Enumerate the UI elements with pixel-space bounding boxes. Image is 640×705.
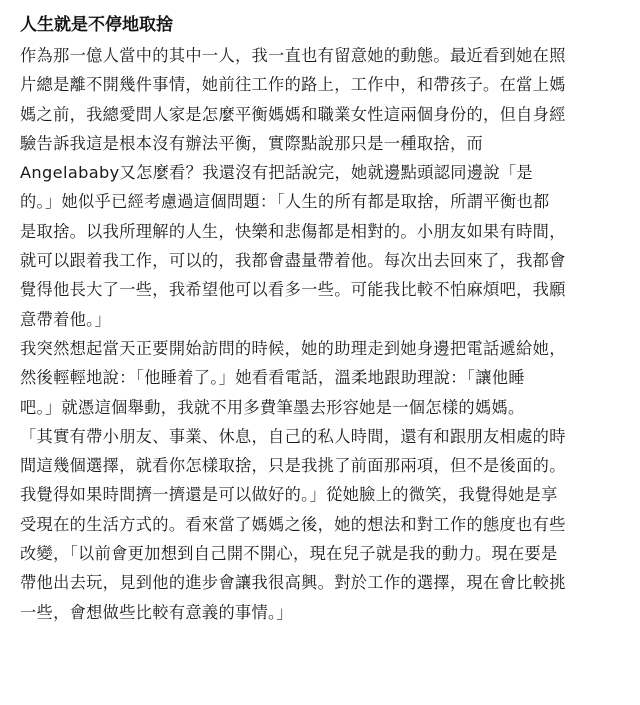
paragraph-3	[20, 422, 626, 627]
paragraph-line: 間這幾個選擇，就看你怎樣取捨，只是我挑了前面那兩項，但不是後面的。	[20, 456, 566, 476]
article	[20, 12, 626, 627]
paragraph-line: 片總是離不開幾件事情，她前往工作的路上，工作中，和帶孩子。在當上媽	[20, 75, 566, 95]
paragraph-line: 媽之前，我總愛問人家是怎麼平衡媽媽和職業女性這兩個身份的，但自身經	[20, 104, 566, 124]
paragraph-line: 就可以跟着我工作，可以的，我都會盡量帶着他。每次出去回來了，我都會	[20, 251, 566, 271]
paragraph-line: Angelababy又怎麼看？我還沒有把話說完，她就邊點頭認同邊說「是	[20, 163, 533, 183]
paragraph-line: 意帶着他。」	[20, 309, 112, 329]
paragraph-line: 帶他出去玩，見到他的進步會讓我很高興。對於工作的選擇，現在會比較挑	[20, 573, 566, 593]
paragraph-line: 覺得他長大了一些，我希望他可以看多一些。可能我比較不怕麻煩吧，我願	[20, 280, 566, 300]
paragraph-line: 改變，「以前會更加想到自己開不開心，現在兒子就是我的動力。現在要是	[20, 544, 558, 564]
paragraph-line: 我突然想起當天正要開始訪問的時候，她的助理走到她身邊把電話遞給她，	[20, 338, 566, 358]
paragraph-2	[20, 334, 626, 422]
paragraph-line: 然後輕輕地說：「他睡着了。」她看看電話，溫柔地跟助理說：「讓他睡	[20, 368, 525, 388]
paragraph-line: 「其實有帶小朋友、事業、休息，自己的私人時間，還有和跟朋友相處的時	[20, 426, 566, 446]
article-title: 人生就是不停地取捨	[20, 15, 173, 35]
paragraph-line: 受現在的生活方式的。看來當了媽媽之後，她的想法和對工作的態度也有些	[20, 514, 566, 534]
paragraph-line: 吧。」就憑這個舉動，我就不用多費筆墨去形容她是一個怎樣的媽媽。	[20, 397, 525, 417]
paragraph-line: 的。」她似乎已經考慮過這個問題：「人生的所有都是取捨，所謂平衡也都	[20, 192, 550, 212]
paragraph-1	[20, 41, 626, 334]
paragraph-line: 是取捨。以我所理解的人生，快樂和悲傷都是相對的。小朋友如果有時間，	[20, 221, 566, 241]
paragraph-line: 作為那一億人當中的其中一人，我一直也有留意她的動態。最近看到她在照	[20, 46, 566, 65]
paragraph-line: 我覺得如果時間擠一擠還是可以做好的。」從她臉上的微笑，我覺得她是享	[20, 485, 558, 505]
paragraph-line: 一些，會想做些比較有意義的事情。」	[20, 602, 294, 622]
paragraph-line: 驗告訴我這是根本沒有辦法平衡，實際點說那只是一種取捨，而	[20, 133, 484, 153]
